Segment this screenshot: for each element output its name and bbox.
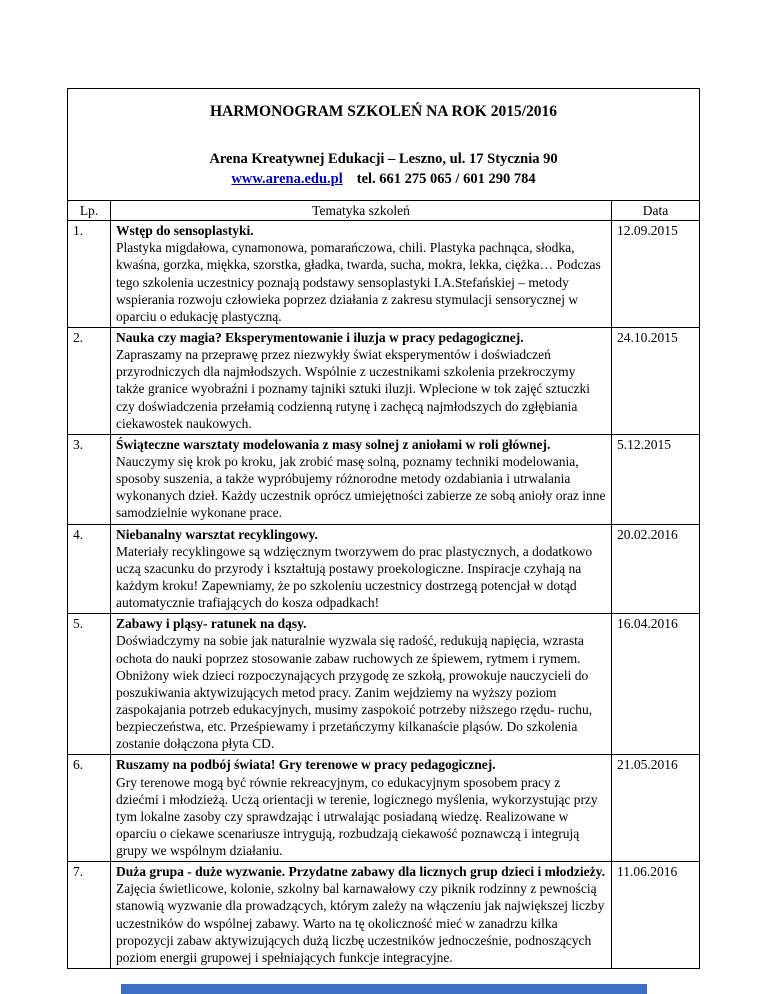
- table-row: [68, 327, 700, 434]
- topic-title: Zabawy i pląsy- ratunek na dąsy.: [116, 616, 307, 632]
- bottom-blue-bar: [121, 984, 647, 994]
- column-header-lp: Lp.: [68, 201, 111, 221]
- topic-description: Materiały recyklingowe są wdzięcznym tworzywem do prac plastycznych, a dodatkowo uczą szacunku do przyrody i kształtują postawy proekologiczne. Inspiracje czyhają na każdym kroku! Zapewniamy, że po szkoleniu uczestnicy dostrzegą potencjał w dotąd automatycznie trafiających do kosza odpadkach!: [116, 543, 593, 611]
- row-topic: [111, 434, 612, 524]
- table-row: [68, 524, 700, 614]
- row-number: 4.: [68, 524, 111, 614]
- table-header-row: [68, 201, 700, 221]
- row-number: 3.: [68, 434, 111, 524]
- document-title: HARMONOGRAM SZKOLEŃ NA ROK 2015/2016: [209, 103, 558, 120]
- table-row: [68, 434, 700, 524]
- document-header: [67, 88, 700, 200]
- column-header-topic: Tematyka szkoleń: [111, 201, 612, 221]
- website-link[interactable]: www.arena.edu.pl: [231, 171, 343, 187]
- contact-line: [78, 171, 689, 188]
- topic-description: Gry terenowe mogą być równie rekreacyjnym, co edukacyjnym sposobem pracy z dziećmi i młodzieżą. Uczą orientacji w terenie, logicznego myślenia, wykorzystując przy tym lokalne zasoby czy sprawdzając i utrwalając posiadaną wiedzę. Realizowane w oparciu o ciekawe scenariusze intrygują, rozbudzają ciekawość poznawczą i integrują grupy we wspólnym działaniu.: [116, 774, 598, 859]
- row-number: 6.: [68, 755, 111, 862]
- schedule-table: [67, 200, 700, 969]
- topic-description: Doświadczymy na sobie jak naturalnie wyzwala się radość, redukują napięcia, wzrasta ochota do nauki poprzez stosowanie zabaw ruchowych ze śpiewem, rytmem i rymem. Obniżony wiek dzieci rozpoczynających przygodę ze szkołą, prowokuje nauczycieli do poszukiwania aktywizujących metod pracy. Zanim wejdziemy na wyższy poziom zaspokajania potrzeb edukacyjnych, musimy zaspokoić potrzeby niższego rzędu- ruchu, bezpieczeństwa, etc. Prześpiewamy i przetańczymy kilkanaście pląsów. Do szkolenia zostanie dołączona płyta CD.: [116, 633, 593, 752]
- table-row: [68, 755, 700, 862]
- row-date: 21.05.2016: [612, 755, 700, 862]
- row-date: 5.12.2015: [612, 434, 700, 524]
- row-topic: [111, 862, 612, 969]
- phone-numbers: tel. 661 275 065 / 601 290 784: [356, 171, 536, 187]
- document-subtitle: Arena Kreatywnej Edukacji – Leszno, ul. 17 Stycznia 90: [209, 151, 558, 167]
- column-header-date: Data: [612, 201, 700, 221]
- topic-title: Wstęp do sensoplastyki.: [116, 223, 254, 239]
- row-number: 2.: [68, 327, 111, 434]
- row-topic: [111, 755, 612, 862]
- row-number: 7.: [68, 862, 111, 969]
- topic-title: Nauka czy magia? Eksperymentowanie i iluzja w pracy pedagogicznej.: [116, 329, 524, 345]
- topic-title: Świąteczne warsztaty modelowania z masy solnej z aniołami w roli głównej.: [116, 436, 551, 452]
- row-topic: [111, 221, 612, 328]
- table-row: [68, 614, 700, 755]
- row-topic: [111, 327, 612, 434]
- row-date: 12.09.2015: [612, 221, 700, 328]
- table-row: [68, 221, 700, 328]
- row-date: 20.02.2016: [612, 524, 700, 614]
- row-date: 16.04.2016: [612, 614, 700, 755]
- topic-description: Plastyka migdałowa, cynamonowa, pomarańczowa, chili. Plastyka pachnąca, słodka, kwaśna, gorzka, miękka, szorstka, gładka, twarda, sucha, mokra, lekka, ciężka… Podczas tego szkolenia uczestnicy poznają podstawy sensoplastyki I.A.Stefańskiej – metody wspierania rozwoju człowieka poprzez działania z zakresu stymulacji sensorycznej w oparciu o edukację plastyczną.: [116, 240, 601, 324]
- topic-title: Niebanalny warsztat recyklingowy.: [116, 526, 318, 542]
- topic-title: Duża grupa - duże wyzwanie. Przydatne zabawy dla licznych grup dzieci i młodzieży.: [116, 864, 605, 880]
- topic-description: Nauczymy się krok po kroku, jak zrobić masę solną, poznamy techniki modelowania, sposoby suszenia, a także wypróbujemy różnorodne metody ozdabiania i utrwalania wykonanych dzieł. Każdy uczestnik oprócz umiejętności zabierze ze sobą anioły oraz inne samodzielnie wykonane prace.: [116, 453, 606, 521]
- row-topic: [111, 614, 612, 755]
- topic-description: Zapraszamy na przeprawę przez niezwykły świat eksperymentów i doświadczeń przyrodniczych dla najmłodszych. Wspólnie z uczestnikami szkolenia przekroczymy także granice wyobraźni i poznamy tajniki sztuki iluzji. Wplecione w tok zajęć sztuczki czy doświadczenia przełamią codzienną rutynę i zachęcą najmłodszych do zgłębiania ciekawostek naukowych.: [116, 347, 590, 431]
- row-topic: [111, 524, 612, 614]
- table-row: [68, 862, 700, 969]
- schedule-document: [67, 88, 700, 969]
- topic-description: Zajęcia świetlicowe, kolonie, szkolny bal karnawałowy czy piknik rodzinny z pewnością stanowią wyzwanie dla prowadzących, którym zależy na włączeniu jak największej liczby uczestników do wspólnej zabawy. Warto na tę okoliczność mieć w zanadrzu kilka propozycji zabaw aktywizujących dużą liczbę uczestników jednocześnie, podnoszących poziom energii grupowej i spełniających funkcje integracyjne.: [116, 881, 605, 965]
- row-number: 1.: [68, 221, 111, 328]
- row-number: 5.: [68, 614, 111, 755]
- row-date: 24.10.2015: [612, 327, 700, 434]
- row-date: 11.06.2016: [612, 862, 700, 969]
- topic-title: Ruszamy na podbój świata! Gry terenowe w pracy pedagogicznej.: [116, 757, 496, 773]
